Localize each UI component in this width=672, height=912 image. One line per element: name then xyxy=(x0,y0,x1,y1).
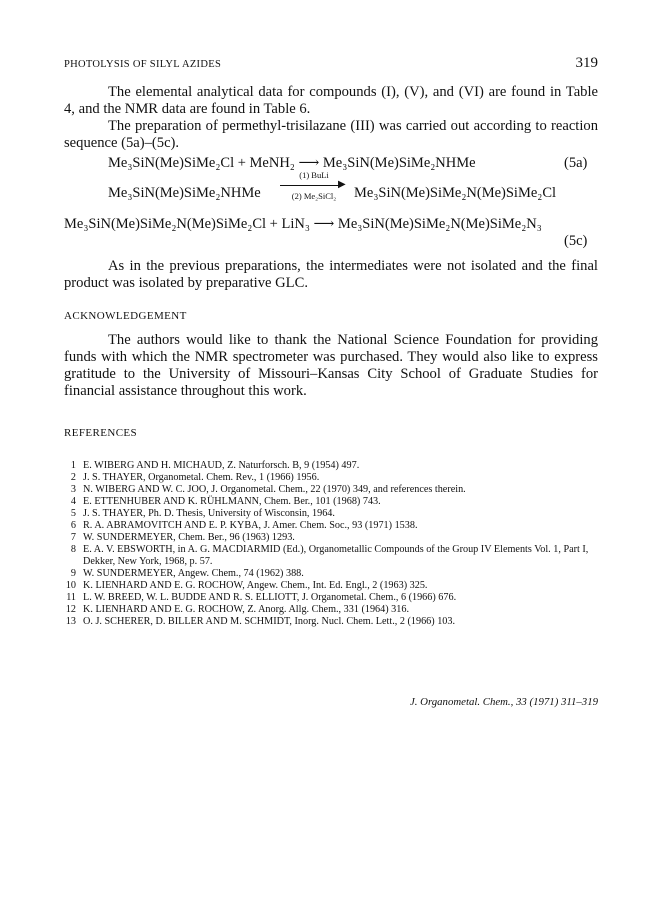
reaction-arrow-line xyxy=(280,185,342,186)
reference-item: 4 E. ETTENHUBER AND K. RÜHLMANN, Chem. Ber., 101 (1968) 743. xyxy=(70,496,381,507)
arrow-reagent-top: (1) BuLi xyxy=(299,170,329,180)
reference-item: 9 W. SUNDERMEYER, Angew. Chem., 74 (1962) 388. xyxy=(70,568,304,579)
equation-5c-label: (5c) xyxy=(564,233,588,249)
reference-item: 11 L. W. BREED, W. L. BUDDE AND R. S. ELLIOTT, J. Organometal. Chem., 6 (1966) 676. xyxy=(66,592,457,603)
reference-item: 2 J. S. THAYER, Organometal. Chem. Rev., 1 (1966) 1956. xyxy=(70,472,320,483)
equation-5b-right: Me₃SiN(Me)SiMe₂N(Me)SiMe₂Cl xyxy=(354,185,557,201)
reference-item: 7 W. SUNDERMEYER, Chem. Ber., 96 (1963) 1293. xyxy=(70,532,295,543)
arrow-head-icon: ▶ xyxy=(338,179,346,190)
paragraph-preparation: The preparation of permethyl-trisilazane (III) was carried out according to reaction sequence (5a)–(5c). xyxy=(64,118,598,151)
reference-item: 1 E. WIBERG AND H. MICHAUD, Z. Naturforsch. B, 9 (1954) 497. xyxy=(70,460,360,471)
equation-5b-arrow xyxy=(278,170,350,210)
paragraph-analytical-data: The elemental analytical data for compounds (I), (V), and (VI) are found in Table 4, and the NMR data are found in Table 6. xyxy=(64,84,598,117)
reference-item: 5 J. S. THAYER, Ph. D. Thesis, University of Wisconsin, 1964. xyxy=(70,508,335,519)
reference-item: 10 K. LIENHARD AND E. G. ROCHOW, Angew. Chem., Int. Ed. Engl., 2 (1963) 325. xyxy=(65,580,428,591)
arrow-reagent-bottom: (2) Me₂SiCl₂ xyxy=(291,191,337,201)
reference-item: 8 E. A. V. EBSWORTH, in A. G. MACDIARMID (Ed.), Organometallic Compounds of the Group IV Elements Vol. 1, Part I, Dekker, New York, 1968, p. 57. xyxy=(70,544,589,567)
equation-5a-label: (5a) xyxy=(564,155,588,171)
acknowledgement-heading: ACKNOWLEDGEMENT xyxy=(64,310,187,322)
running-head xyxy=(64,55,598,75)
running-head-title: PHOTOLYSIS OF SILYL AZIDES xyxy=(64,59,222,70)
journal-citation: J. Organometal. Chem., 33 (1971) 311–319 xyxy=(409,696,598,708)
reference-list xyxy=(64,460,604,628)
reference-item: 3 N. WIBERG AND W. C. JOO, J. Organometal. Chem., 22 (1970) 349, and references therein. xyxy=(70,484,466,495)
page-number: 319 xyxy=(575,55,598,71)
reference-item: 6 R. A. ABRAMOVITCH AND E. P. KYBA, J. Amer. Chem. Soc., 93 (1971) 1538. xyxy=(70,520,418,531)
reference-item: 13 O. J. SCHERER, D. BILLER AND M. SCHMIDT, Inorg. Nucl. Chem. Lett., 2 (1966) 103. xyxy=(65,616,456,627)
equation-5b-left: Me₃SiN(Me)SiMe₂NHMe xyxy=(108,185,261,201)
equation-5c-text: Me₃SiN(Me)SiMe₂N(Me)SiMe₂Cl + LiN₃ ⟶ Me₃SiN(Me)SiMe₂N(Me)SiMe₂N₃ xyxy=(64,216,542,232)
equation-5c xyxy=(64,216,542,233)
paragraph-intermediates: As in the previous preparations, the intermediates were not isolated and the final product was isolated by preparative GLC. xyxy=(64,258,598,291)
equation-5a-text: Me₃SiN(Me)SiMe₂Cl + MeNH₂ ⟶ Me₃SiN(Me)SiMe₂NHMe xyxy=(108,155,476,171)
acknowledgement-text: The authors would like to thank the National Science Foundation for providing funds with which the NMR spectrometer was purchased. They would also like to express gratitude to the University of Missouri–Kansas City School of Graduate Studies for financial assistance throughout this work. xyxy=(64,332,598,399)
reference-item: 12 K. LIENHARD AND E. G. ROCHOW, Z. Anorg. Allg. Chem., 331 (1964) 316. xyxy=(65,604,409,615)
references-heading: REFERENCES xyxy=(64,427,138,439)
